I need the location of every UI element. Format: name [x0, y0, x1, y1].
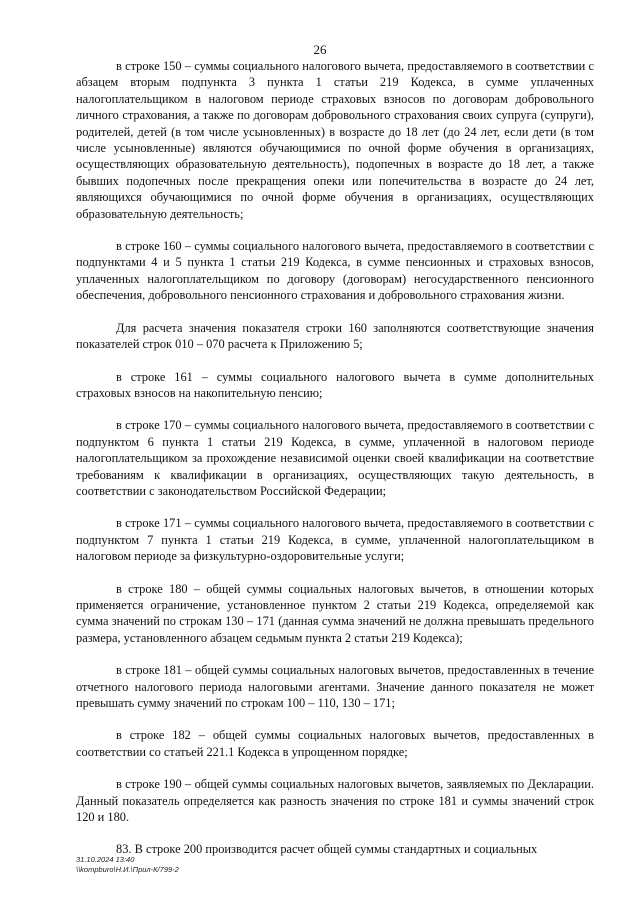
paragraph-item-83: 83. В строке 200 производится расчет общей суммы стандартных и социальных — [116, 842, 538, 857]
paragraph-line-171: в строке 171 – суммы социального налогового вычета, предоставляемого в соответствии с подпунктом 7 пункта 1 статьи 219 Кодекса, в сумме, уплаченной налогоплательщиком в налоговом периоде за физкультурно-оздоровительные услуги; — [76, 516, 594, 564]
paragraph-line-182: в строке 182 – общей суммы социальных налоговых вычетов, предоставленных в соответствии со статьей 221.1 Кодекса в упрощенном порядке; — [76, 728, 594, 759]
page-number: 26 — [313, 42, 327, 57]
footer — [76, 855, 179, 874]
footer-date: 31.10.2024 13:40 — [76, 855, 135, 864]
paragraph-line-190: в строке 190 – общей суммы социальных налоговых вычетов, заявляемых по Декларации. Данный показатель определяется как разность значения по строке 181 и суммы значений строк 120 и 180. — [76, 777, 594, 825]
paragraph-line-170: в строке 170 – суммы социального налогового вычета, предоставляемого в соответствии с подпунктом 6 пункта 1 статьи 219 Кодекса, в сумме, уплаченной в налоговом периоде налогоплательщиком за прохождение независимой оценки своей квалификации на соответствие требованиям к квалификации в организациях, осуществляющих такую деятельность, в соответствии с законодательством Российской Федерации; — [76, 418, 594, 498]
paragraph-line-160-note: Для расчета значения показателя строки 160 заполняются соответствующие значения показателей строк 010 – 070 расчета к Приложению 5; — [76, 320, 594, 352]
document-body — [76, 58, 594, 874]
paragraph-line-161: в строке 161 – суммы социального налогового вычета в сумме дополнительных страховых взносов на накопительную пенсию; — [76, 369, 594, 400]
paragraph-line-150: в строке 150 – суммы социального налогового вычета, предоставляемого в соответствии с абзацем вторым подпункта 3 пункта 1 статьи 219 Кодекса, в сумме уплаченных налогоплательщиком в налоговом периоде страховых взносов по договорам добровольного личного страхования, а также по договорам добровольного страхования своих супруга (супруги), родителей, детей (в том числе усыновленных) в возрасте до 18 лет (до 24 лет, если дети (в том числе усыновленные) являются обучающимися по очной форме обучения в организациях, осуществляющих образовательную деятельность), подопечных в возрасте до 18 лет, а также бывших подопечных после прекращения опеки или попечительства в возрасте до 24 лет, являющихся обучающимися по очной форме обучения в организациях, осуществляющих образовательную деятельность; — [76, 59, 594, 221]
paragraph-line-181: в строке 181 – общей суммы социальных налоговых вычетов, предоставленных в течение отчетного налогового периода налоговыми агентами. Значение данного показателя не может превышать сумму значений по строкам 100 – 110, 130 – 171; — [76, 663, 594, 710]
paragraph-line-180: в строке 180 – общей суммы социальных налоговых вычетов, в отношении которых применяется ограничение, установленное пунктом 2 статьи 219 Кодекса, определяемой как сумма значений по строкам 130 – 171 (данная сумма значений не должна превышать предельного размера, установленного абзацем седьмым пункта 2 статьи 219 Кодекса); — [76, 581, 594, 645]
paragraph-line-160: в строке 160 – суммы социального налогового вычета, предоставляемого в соответствии с подпунктами 4 и 5 пункта 1 статьи 219 Кодекса, в сумме пенсионных и страховых взносов, уплаченных налогоплательщиком по договору (договорам) негосударственного пенсионного обеспечения, добровольного пенсионного страхования и добровольного страхования жизни. — [76, 239, 594, 303]
footer-path: \\kompburo\Н.И.\Прил-К/799-2 — [76, 864, 179, 874]
